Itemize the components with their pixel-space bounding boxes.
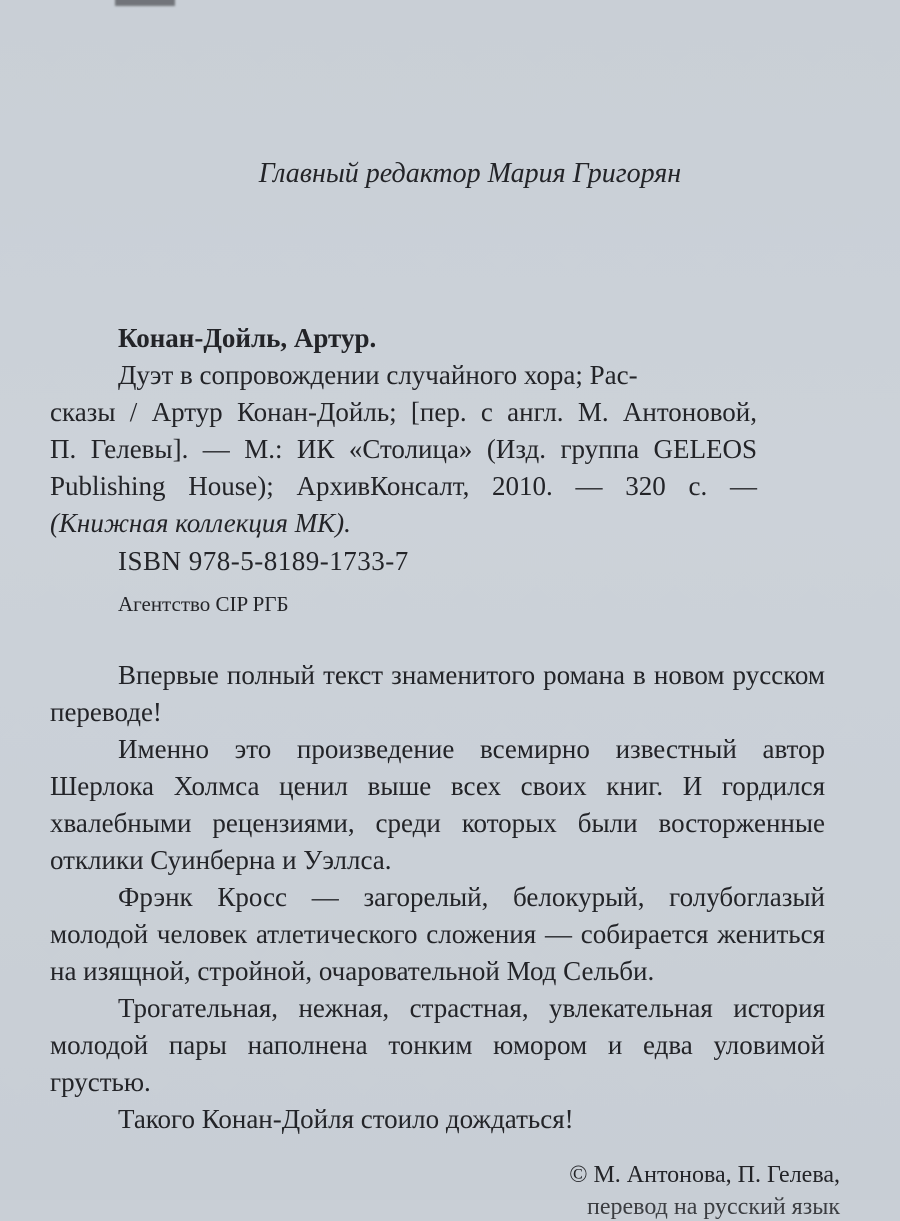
catalog-author: Конан-Дойль, Артур.	[118, 323, 377, 353]
catalog-line-2: сказы / Артур Конан-Дойль; [пер. с англ. М. Антоновой,	[50, 397, 757, 427]
catalog-description	[50, 357, 825, 542]
copyright-notice: © М. Антонова, П. Гелева,	[569, 1162, 840, 1188]
annotation-paragraph-3: Фрэнк Кросс — загорелый, белокурый, голубоглазый молодой человек атлетического сложения — собирается жениться на изящной, стройной, очаровательной Мод Сельби.	[50, 882, 825, 986]
book-annotation	[50, 657, 825, 1138]
annotation-paragraph-2: Именно это произведение всемирно известный автор Шерлока Холмса ценил выше всех своих книг. И гордился хвалебными рецензиями, среди которых были восторженные отклики Суинберна и Уэллса.	[50, 734, 825, 875]
cip-agency: Агентство CIP РГБ	[118, 592, 289, 616]
editor-line: Главный редактор Мария Григорян	[258, 158, 682, 189]
annotation-paragraph-1: Впервые полный текст знаменитого романа в новом русском переводе!	[50, 660, 825, 727]
catalog-line-3: П. Гелевы]. — М.: ИК «Столица» (Изд. группа GELEOS	[50, 434, 757, 464]
page-top-fragment	[115, 0, 175, 6]
copyright-translation: перевод на русский язык	[587, 1194, 840, 1220]
catalog-entry	[50, 320, 825, 542]
catalog-line-4: Publishing House); АрхивКонсалт, 2010. — 320 с. —	[50, 471, 757, 501]
isbn-number: ISBN 978-5-8189-1733-7	[118, 546, 409, 576]
catalog-line-1: Дуэт в сопровождении случайного хора; Рас-	[118, 360, 638, 390]
catalog-series: (Книжная коллекция МК).	[50, 508, 351, 538]
annotation-paragraph-5: Такого Конан-Дойля стоило дождаться!	[118, 1104, 574, 1134]
annotation-paragraph-4: Трогательная, нежная, страстная, увлекательная история молодой пары наполнена тонким юмором и едва уловимой грустью.	[50, 993, 825, 1097]
